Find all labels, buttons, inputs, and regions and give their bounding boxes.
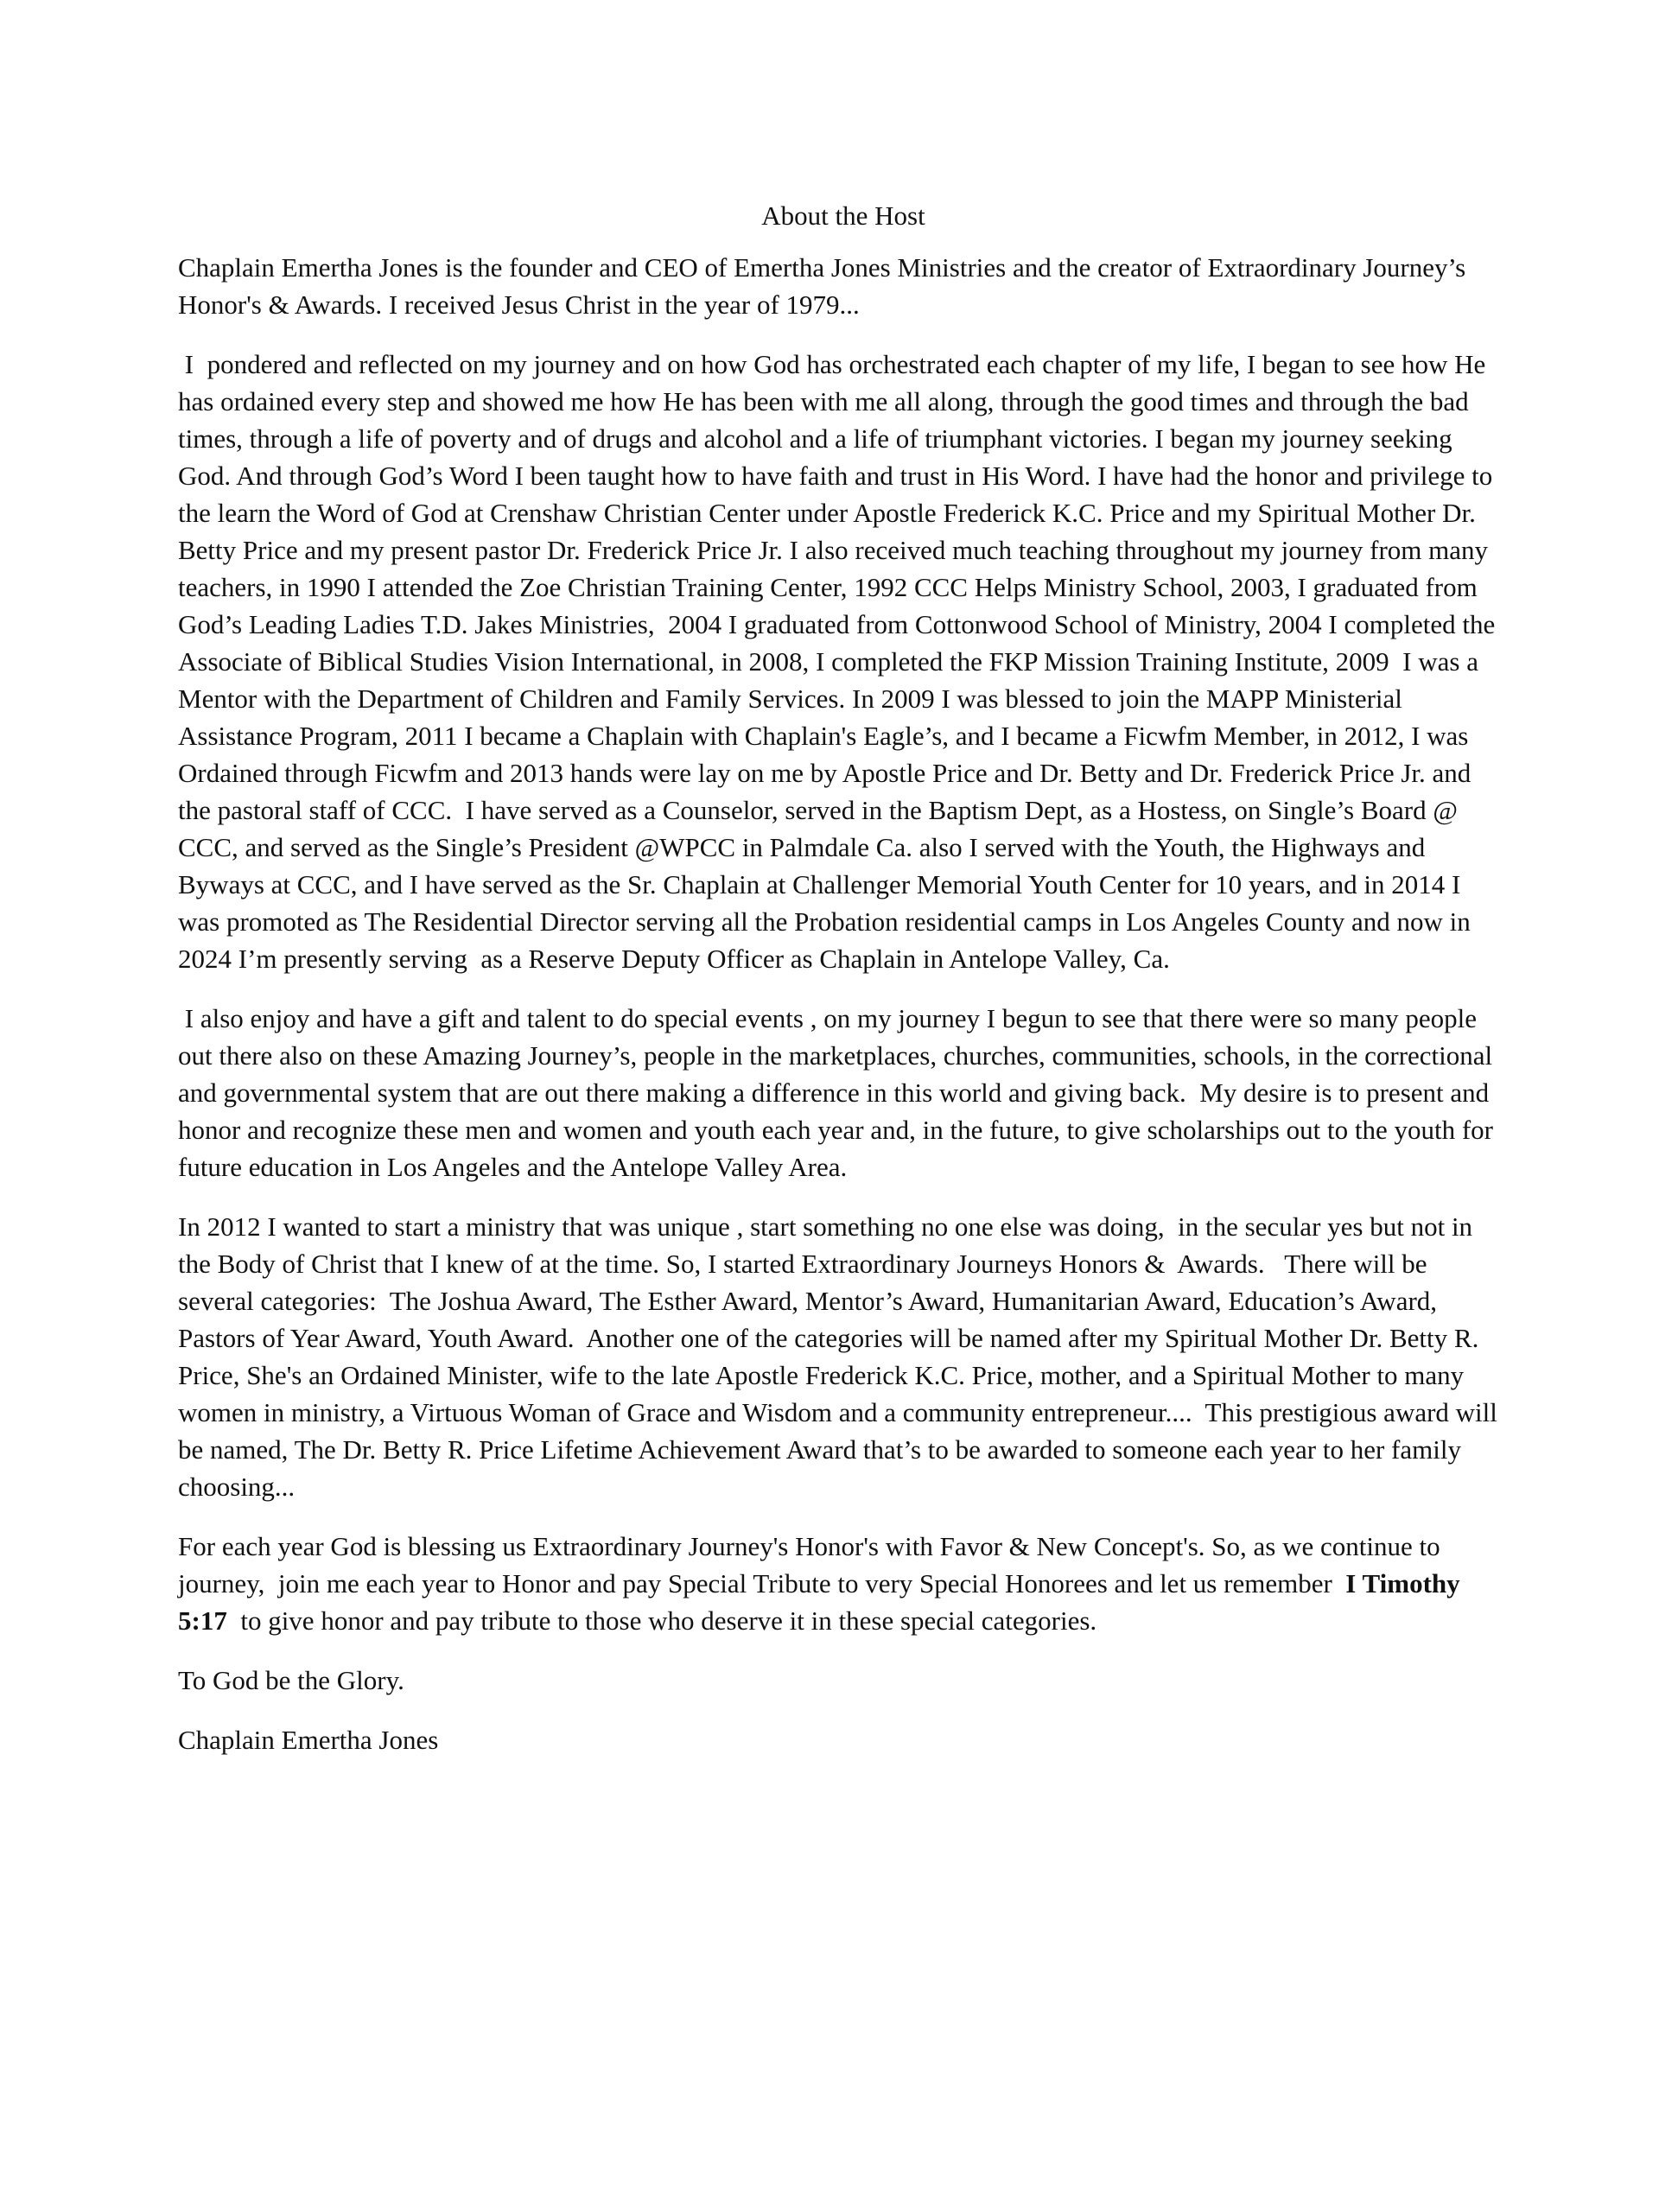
closing-line: To God be the Glory. xyxy=(178,1665,404,1695)
scripture-reference: I Timothy 5:17 xyxy=(178,1568,1467,1636)
intro-paragraph: Chaplain Emertha Jones is the founder and CEO of Emertha Jones Ministries and the creator of Extraordinary Journey’s Honor's & Awards. I received Jesus Christ in the year of 1979... xyxy=(178,252,1472,320)
tribute-paragraph xyxy=(178,1528,1509,1639)
journey-paragraph: I pondered and reflected on my journey and on how God has orchestrated each chapter of my life, I began to see how He has ordained every step and showed me how He has been with me all along, through the good times and through the bad times, through a life of poverty and of drugs and alcohol and a life of triumphant victories. I began my journey seeking God. And through God’s Word I been taught how to have faith and trust in His Word. I have had the honor and privilege to the learn the Word of God at Crenshaw Christian Center under Apostle Frederick K.C. Price and my Spiritual Mother Dr. Betty Price and my present pastor Dr. Frederick Price Jr. I also received much teaching throughout my journey from many teachers, in 1990 I attended the Zoe Christian Training Center, 1992 CCC Helps Ministry School, 2003, I graduated from God’s Leading Ladies T.D. Jakes Ministries, 2004 I graduated from Cottonwood School of Ministry, 2004 I completed the Associate of Biblical Studies Vision International, in 2008, I completed the FKP Mission Training Institute, 2009 I was a Mentor with the Department of Children and Family Services. In 2009 I was blessed to join the MAPP Ministerial Assistance Program, 2011 I became a Chaplain with Chaplain's Eagle’s, and I became a Ficwfm Member, in 2012, I was Ordained through Ficwfm and 2013 hands were lay on me by Apostle Price and Dr. Betty and Dr. Frederick Price Jr. and the pastoral staff of CCC. I have served as a Counselor, served in the Baptism Dept, as a Hostess, on Single’s Board @ CCC, and served as the Single’s President @WPCC in Palmdale Ca. also I served with the Youth, the Highways and Byways at CCC, and I have served as the Sr. Chaplain at Challenger Memorial Youth Center for 10 years, and in 2014 I was promoted as The Residential Director serving all the Probation residential camps in Los Angeles County and now in 2024 I’m presently serving as a Reserve Deputy Officer as Chaplain in Antelope Valley, Ca. xyxy=(178,349,1501,974)
tribute-text-before: For each year God is blessing us Extraordinary Journey's Honor's with Favor & New Concept's. So, as we continue to journey, join me each year to Honor and pay Special Tribute to very Special Honorees and let us remember xyxy=(178,1531,1447,1599)
signature-line: Chaplain Emertha Jones xyxy=(178,1725,439,1755)
special-events-paragraph: I also enjoy and have a gift and talent to do special events , on my journey I begun to see that there were so many people out there also on these Amazing Journey’s, people in the marketplaces, churches, communities, schools, in the correctional and governmental system that are out there making a difference in this world and giving back. My desire is to present and honor and recognize these men and women and youth each year and, in the future, to give scholarships out to the youth for future education in Los Angeles and the Antelope Valley Area. xyxy=(178,1003,1500,1182)
document-body xyxy=(178,197,1509,1781)
document-title: About the Host xyxy=(761,200,925,231)
tribute-text-after: to give honor and pay tribute to those who deserve it in these special categories. xyxy=(226,1605,1097,1636)
awards-paragraph: In 2012 I wanted to start a ministry that was unique , start something no one else was doing, in the secular yes but not in the Body of Christ that I knew of at the time. So, I started Extraordinary Journeys Honors & Awards. There will be several categories: The Joshua Award, The Esther Award, Mentor’s Award, Humanitarian Award, Education’s Award, Pastors of Year Award, Youth Award. Another one of the categories will be named after my Spiritual Mother Dr. Betty R. Price, She's an Ordained Minister, wife to the late Apostle Frederick K.C. Price, mother, and a Spiritual Mother to many women in ministry, a Virtuous Woman of Grace and Wisdom and a community entrepreneur.... This prestigious award will be named, The Dr. Betty R. Price Lifetime Achievement Award that’s to be awarded to someone each year to her family choosing... xyxy=(178,1211,1504,1502)
